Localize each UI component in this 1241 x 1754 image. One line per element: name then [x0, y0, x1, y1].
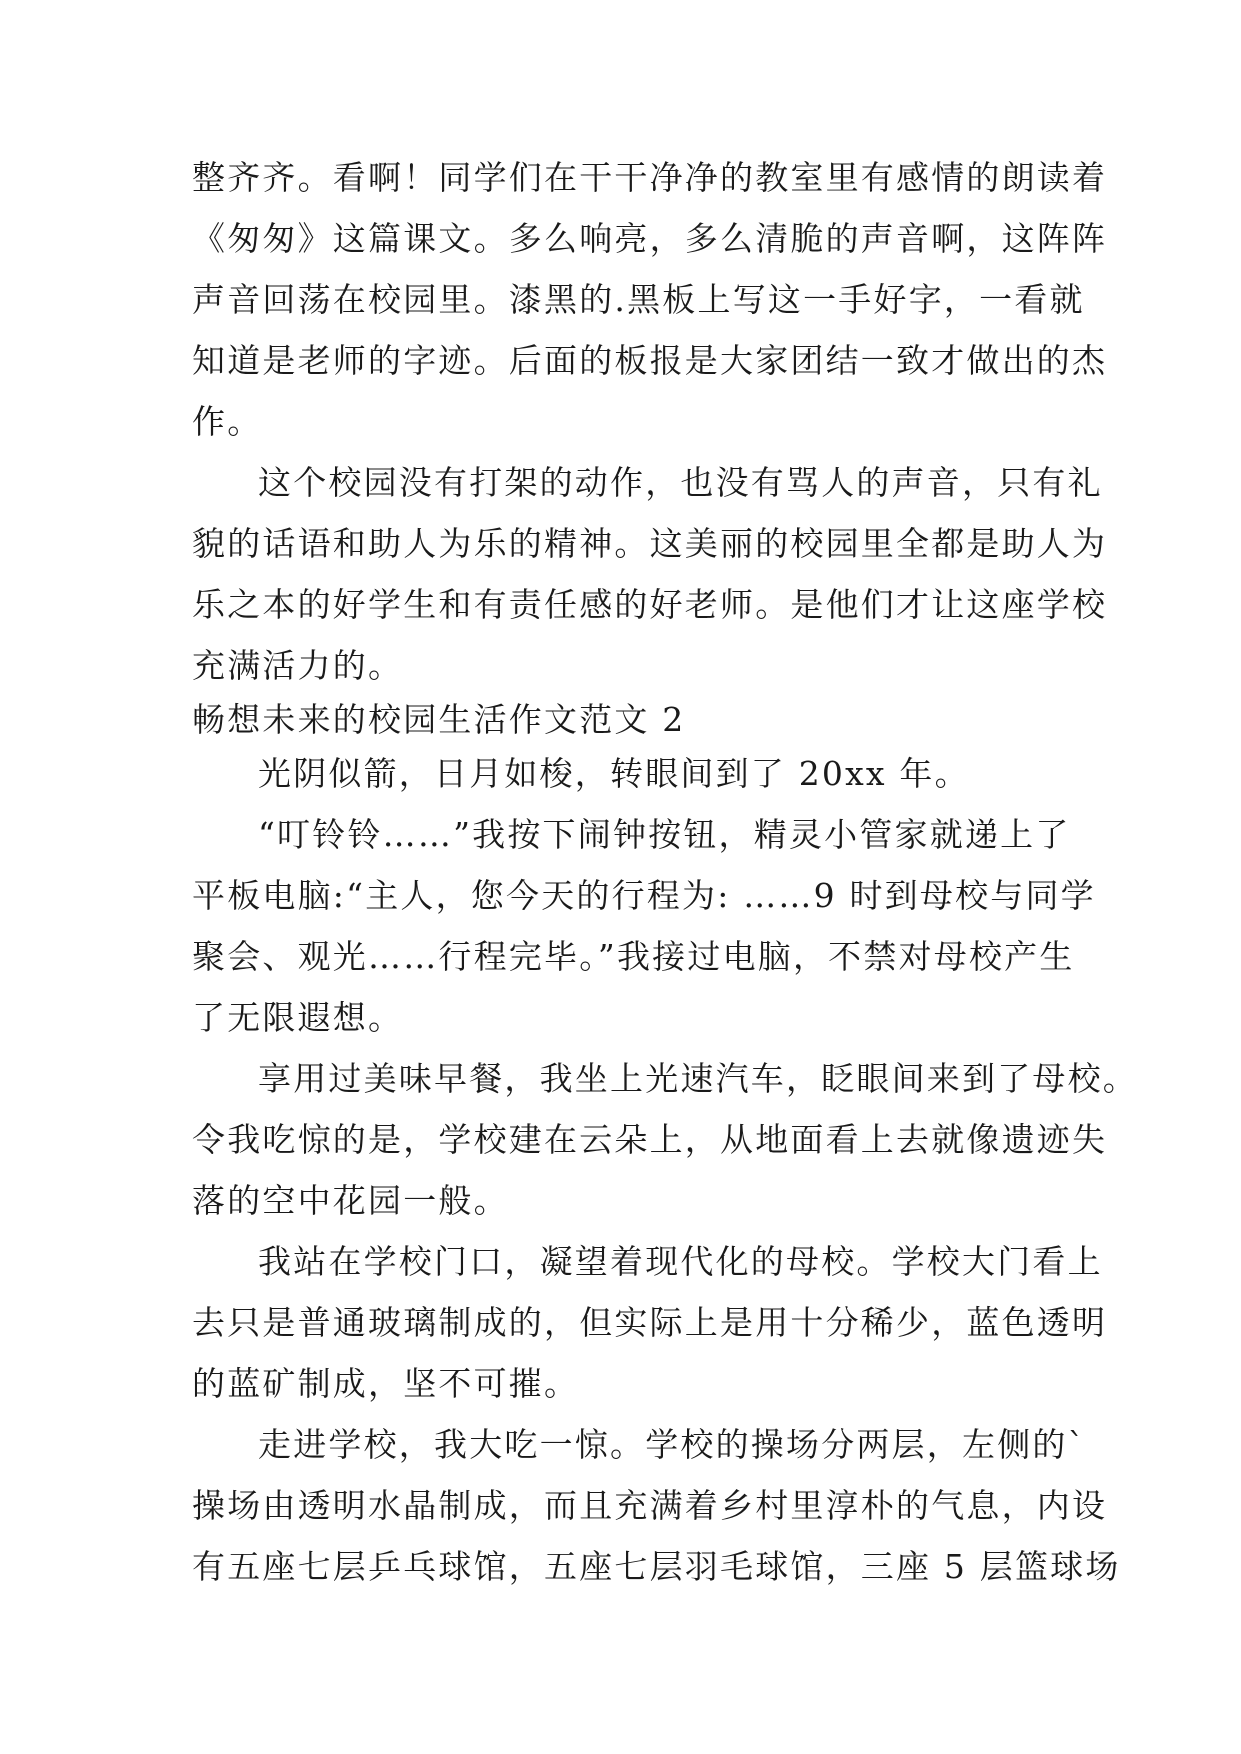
text-line: 知道是老师的字迹。后面的板报是大家团结一致才做出的杰: [192, 341, 1108, 380]
section-heading: 畅想未来的校园生活作文范文 2: [192, 700, 686, 739]
paragraph-first-line: 走进学校，我大吃一惊。学校的操场分两层，左侧的`: [258, 1425, 1087, 1464]
text-line: 貌的话语和助人为乐的精神。这美丽的校园里全都是助人为: [192, 524, 1108, 563]
text-line: 声音回荡在校园里。漆黑的.黑板上写这一手好字，一看就: [192, 280, 1085, 319]
text-line: 充满活力的。: [192, 646, 404, 685]
text-line: 乐之本的好学生和有责任感的好老师。是他们才让这座学校: [192, 585, 1108, 624]
paragraph-first-line: “叮铃铃……”我按下闹钟按钮，精灵小管家就递上了: [258, 815, 1071, 854]
text-line: 令我吃惊的是，学校建在云朵上，从地面看上去就像遗迹失: [192, 1120, 1108, 1159]
text-line: 去只是普通玻璃制成的，但实际上是用十分稀少，蓝色透明: [192, 1303, 1108, 1342]
text-line: 操场由透明水晶制成，而且充满着乡村里淳朴的气息，内设: [192, 1486, 1108, 1525]
text-line: 了无限遐想。: [192, 998, 404, 1037]
text-line: 落的空中花园一般。: [192, 1181, 509, 1220]
paragraph-first-line: 光阴似箭，日月如梭，转眼间到了 20xx 年。: [258, 754, 970, 793]
text-line: 的蓝矿制成，坚不可摧。: [192, 1364, 580, 1403]
text-line: 聚会、观光……行程完毕。”我接过电脑，不禁对母校产生: [192, 937, 1075, 976]
text-line: 作。: [192, 402, 263, 441]
paragraph-first-line: 我站在学校门口，凝望着现代化的母校。学校大门看上: [258, 1242, 1103, 1281]
paragraph-first-line: 这个校园没有打架的动作，也没有骂人的声音，只有礼: [258, 463, 1103, 502]
text-line: 《匆匆》这篇课文。多么响亮，多么清脆的声音啊，这阵阵: [192, 219, 1108, 258]
text-line: 有五座七层乒乓球馆，五座七层羽毛球馆，三座 5 层篮球场: [192, 1547, 1121, 1586]
text-line: 平板电脑:“主人，您今天的行程为: ……9 时到母校与同学: [192, 876, 1096, 915]
paragraph-first-line: 享用过美味早餐，我坐上光速汽车，眨眼间来到了母校。: [258, 1059, 1138, 1098]
text-line: 整齐齐。看啊！同学们在干干净净的教室里有感情的朗读着: [192, 158, 1108, 197]
